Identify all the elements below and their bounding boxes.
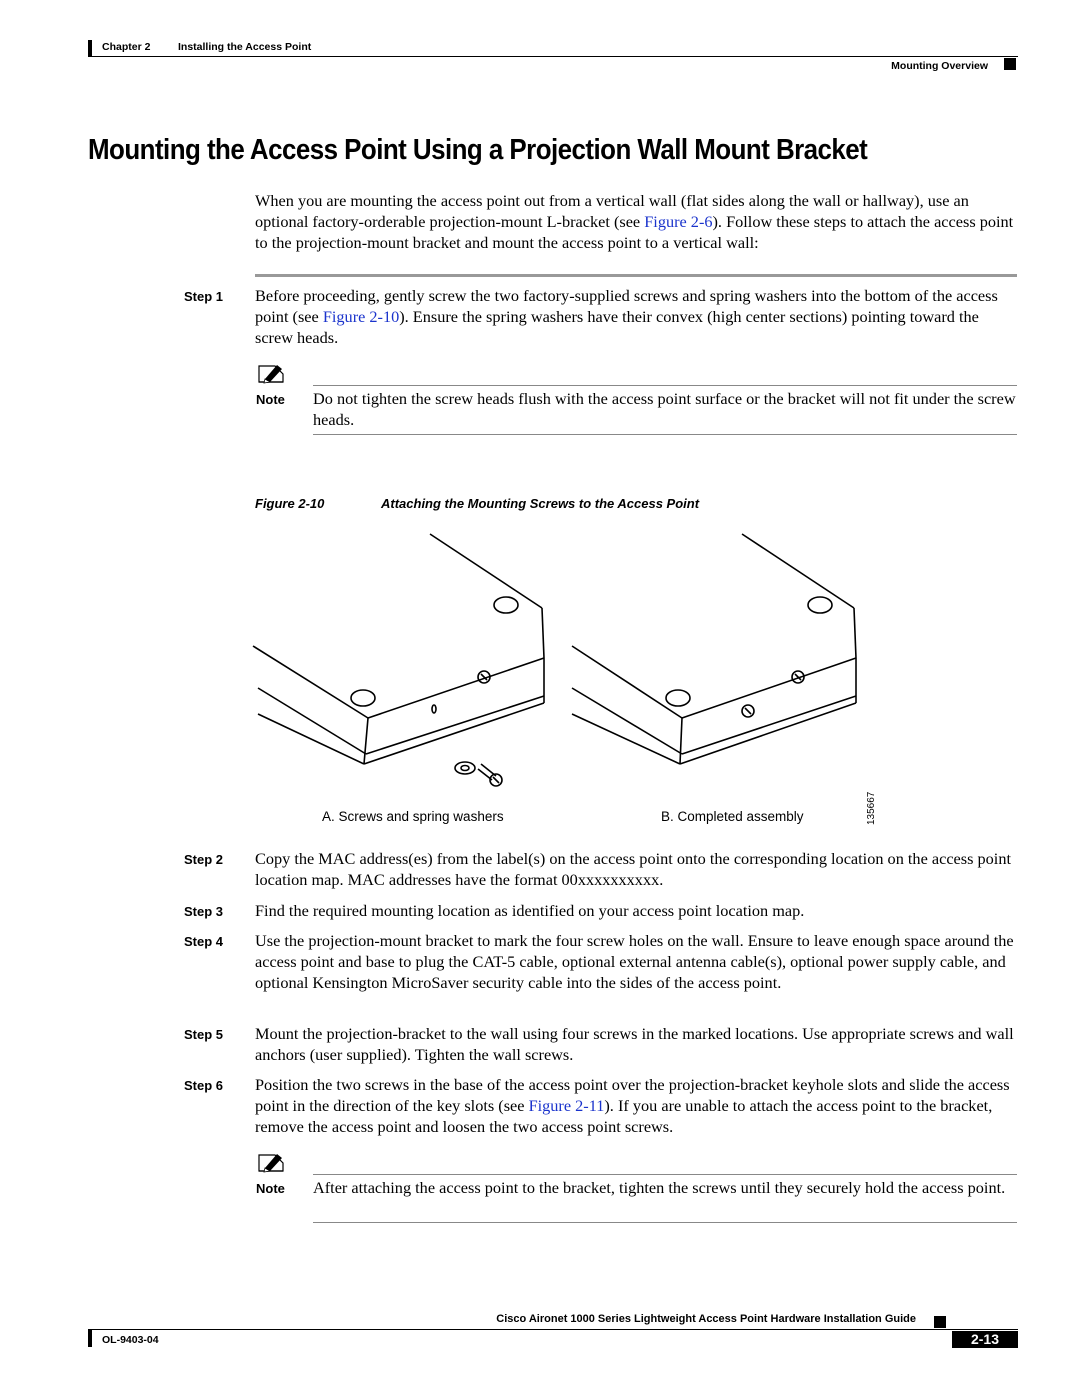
note-1-top-rule xyxy=(313,385,1017,386)
step-6-text-before: Position the two screws in the base of the access point over the projection-bracket keyhole slots and slide the access point in the direction of the key slots (see xyxy=(255,1075,1010,1115)
step-1-text-before: Before proceeding, gently screw the two factory-supplied screws and spring washers into the bottom of the access point (see xyxy=(255,286,998,326)
note-2-bottom-rule xyxy=(313,1222,1017,1223)
access-point-a xyxy=(253,534,544,786)
step-2-text: Copy the MAC address(es) from the label(s) on the access point onto the corresponding location on the access point location map. MAC addresses have the format 00xxxxxxxxxx. xyxy=(255,849,1011,889)
step-1-figure-link[interactable]: Figure 2-10 xyxy=(322,307,400,326)
note-2-top-rule xyxy=(313,1174,1017,1175)
figure-id: 135667 xyxy=(866,791,877,825)
access-point-b xyxy=(572,534,856,764)
step-4-label: Step 4 xyxy=(184,934,224,949)
intro-text-before: When you are mounting the access point out from a vertical wall (flat sides along the wall or hallway), use an optional factory-orderable projection-mount L-bracket (see xyxy=(255,191,969,231)
step-2-label: Step 2 xyxy=(184,852,224,867)
footer-guide-title: Cisco Aironet 1000 Series Lightweight Access Point Hardware Installation Guide xyxy=(496,1313,916,1325)
step-6-text xyxy=(255,1074,1017,1137)
header-bar xyxy=(88,40,92,57)
figure-label-a: A. Screws and spring washers xyxy=(322,809,504,824)
footer-doc-number: OL-9403-04 xyxy=(102,1334,159,1346)
footer-bar xyxy=(88,1330,92,1347)
step-6-text-after: ). If you are unable to attach the access point to the bracket, remove the access point and loosen the two access point screws. xyxy=(255,1096,993,1136)
step-5-label: Step 5 xyxy=(184,1027,224,1042)
header-square xyxy=(1004,58,1016,70)
procedure-rule xyxy=(255,274,1017,277)
note-1-text: Do not tighten the screw heads flush with the access point surface or the bracket will not fit under the screw heads. xyxy=(313,389,1016,429)
pencil-note-icon xyxy=(257,1151,285,1175)
step-6-label: Step 6 xyxy=(184,1078,224,1093)
header-rule xyxy=(88,56,1018,57)
note-1-bottom-rule xyxy=(313,434,1017,435)
step-3-label: Step 3 xyxy=(184,904,224,919)
page-title: Mounting the Access Point Using a Projection Wall Mount Bracket xyxy=(88,134,868,166)
intro-text-after: ). Follow these steps to attach the access point to the projection-mount bracket and mount the access point to a vertical wall: xyxy=(255,212,1014,252)
figure-number: Figure 2-10 xyxy=(255,496,325,511)
footer-rule xyxy=(88,1329,1018,1330)
figure-caption: Attaching the Mounting Screws to the Access Point xyxy=(381,496,700,511)
note-1-label: Note xyxy=(256,392,285,407)
step-1-label: Step 1 xyxy=(184,289,224,304)
figure-illustration xyxy=(250,528,870,798)
header-chapter: Chapter 2 xyxy=(102,41,151,53)
pencil-note-icon xyxy=(257,362,285,386)
step-1-text xyxy=(255,285,1017,348)
step-3-text: Find the required mounting location as identified on your access point location map. xyxy=(255,901,805,920)
header-section: Mounting Overview xyxy=(891,60,988,72)
step-4-text: Use the projection-mount bracket to mark the four screw holes on the wall. Ensure to leave enough space around the access point and base to plug the CAT-5 cable, optional external antenna cable(s), optional power supply cable, and optional Kensington MicroSaver security cable into the sides of the access point. xyxy=(255,931,1014,992)
step-5-text: Mount the projection-bracket to the wall using four screws in the marked locations. Use appropriate screws and wall anchors (user supplied). Tighten the wall screws. xyxy=(255,1024,1014,1064)
footer-square xyxy=(934,1316,946,1328)
intro-figure-link[interactable]: Figure 2-6 xyxy=(644,212,713,231)
note-2-label: Note xyxy=(256,1181,285,1196)
note-2-text: After attaching the access point to the bracket, tighten the screws until they securely hold the access point. xyxy=(313,1178,1006,1197)
step-6-figure-link[interactable]: Figure 2-11 xyxy=(528,1096,605,1115)
footer-page-number: 2-13 xyxy=(952,1331,1018,1348)
intro-paragraph xyxy=(255,190,1017,253)
figure-label-b: B. Completed assembly xyxy=(661,809,804,824)
step-1-text-after: ). Ensure the spring washers have their convex (high center sections) pointing toward the screw heads. xyxy=(255,307,979,347)
header-chapter-title: Installing the Access Point xyxy=(178,41,312,53)
